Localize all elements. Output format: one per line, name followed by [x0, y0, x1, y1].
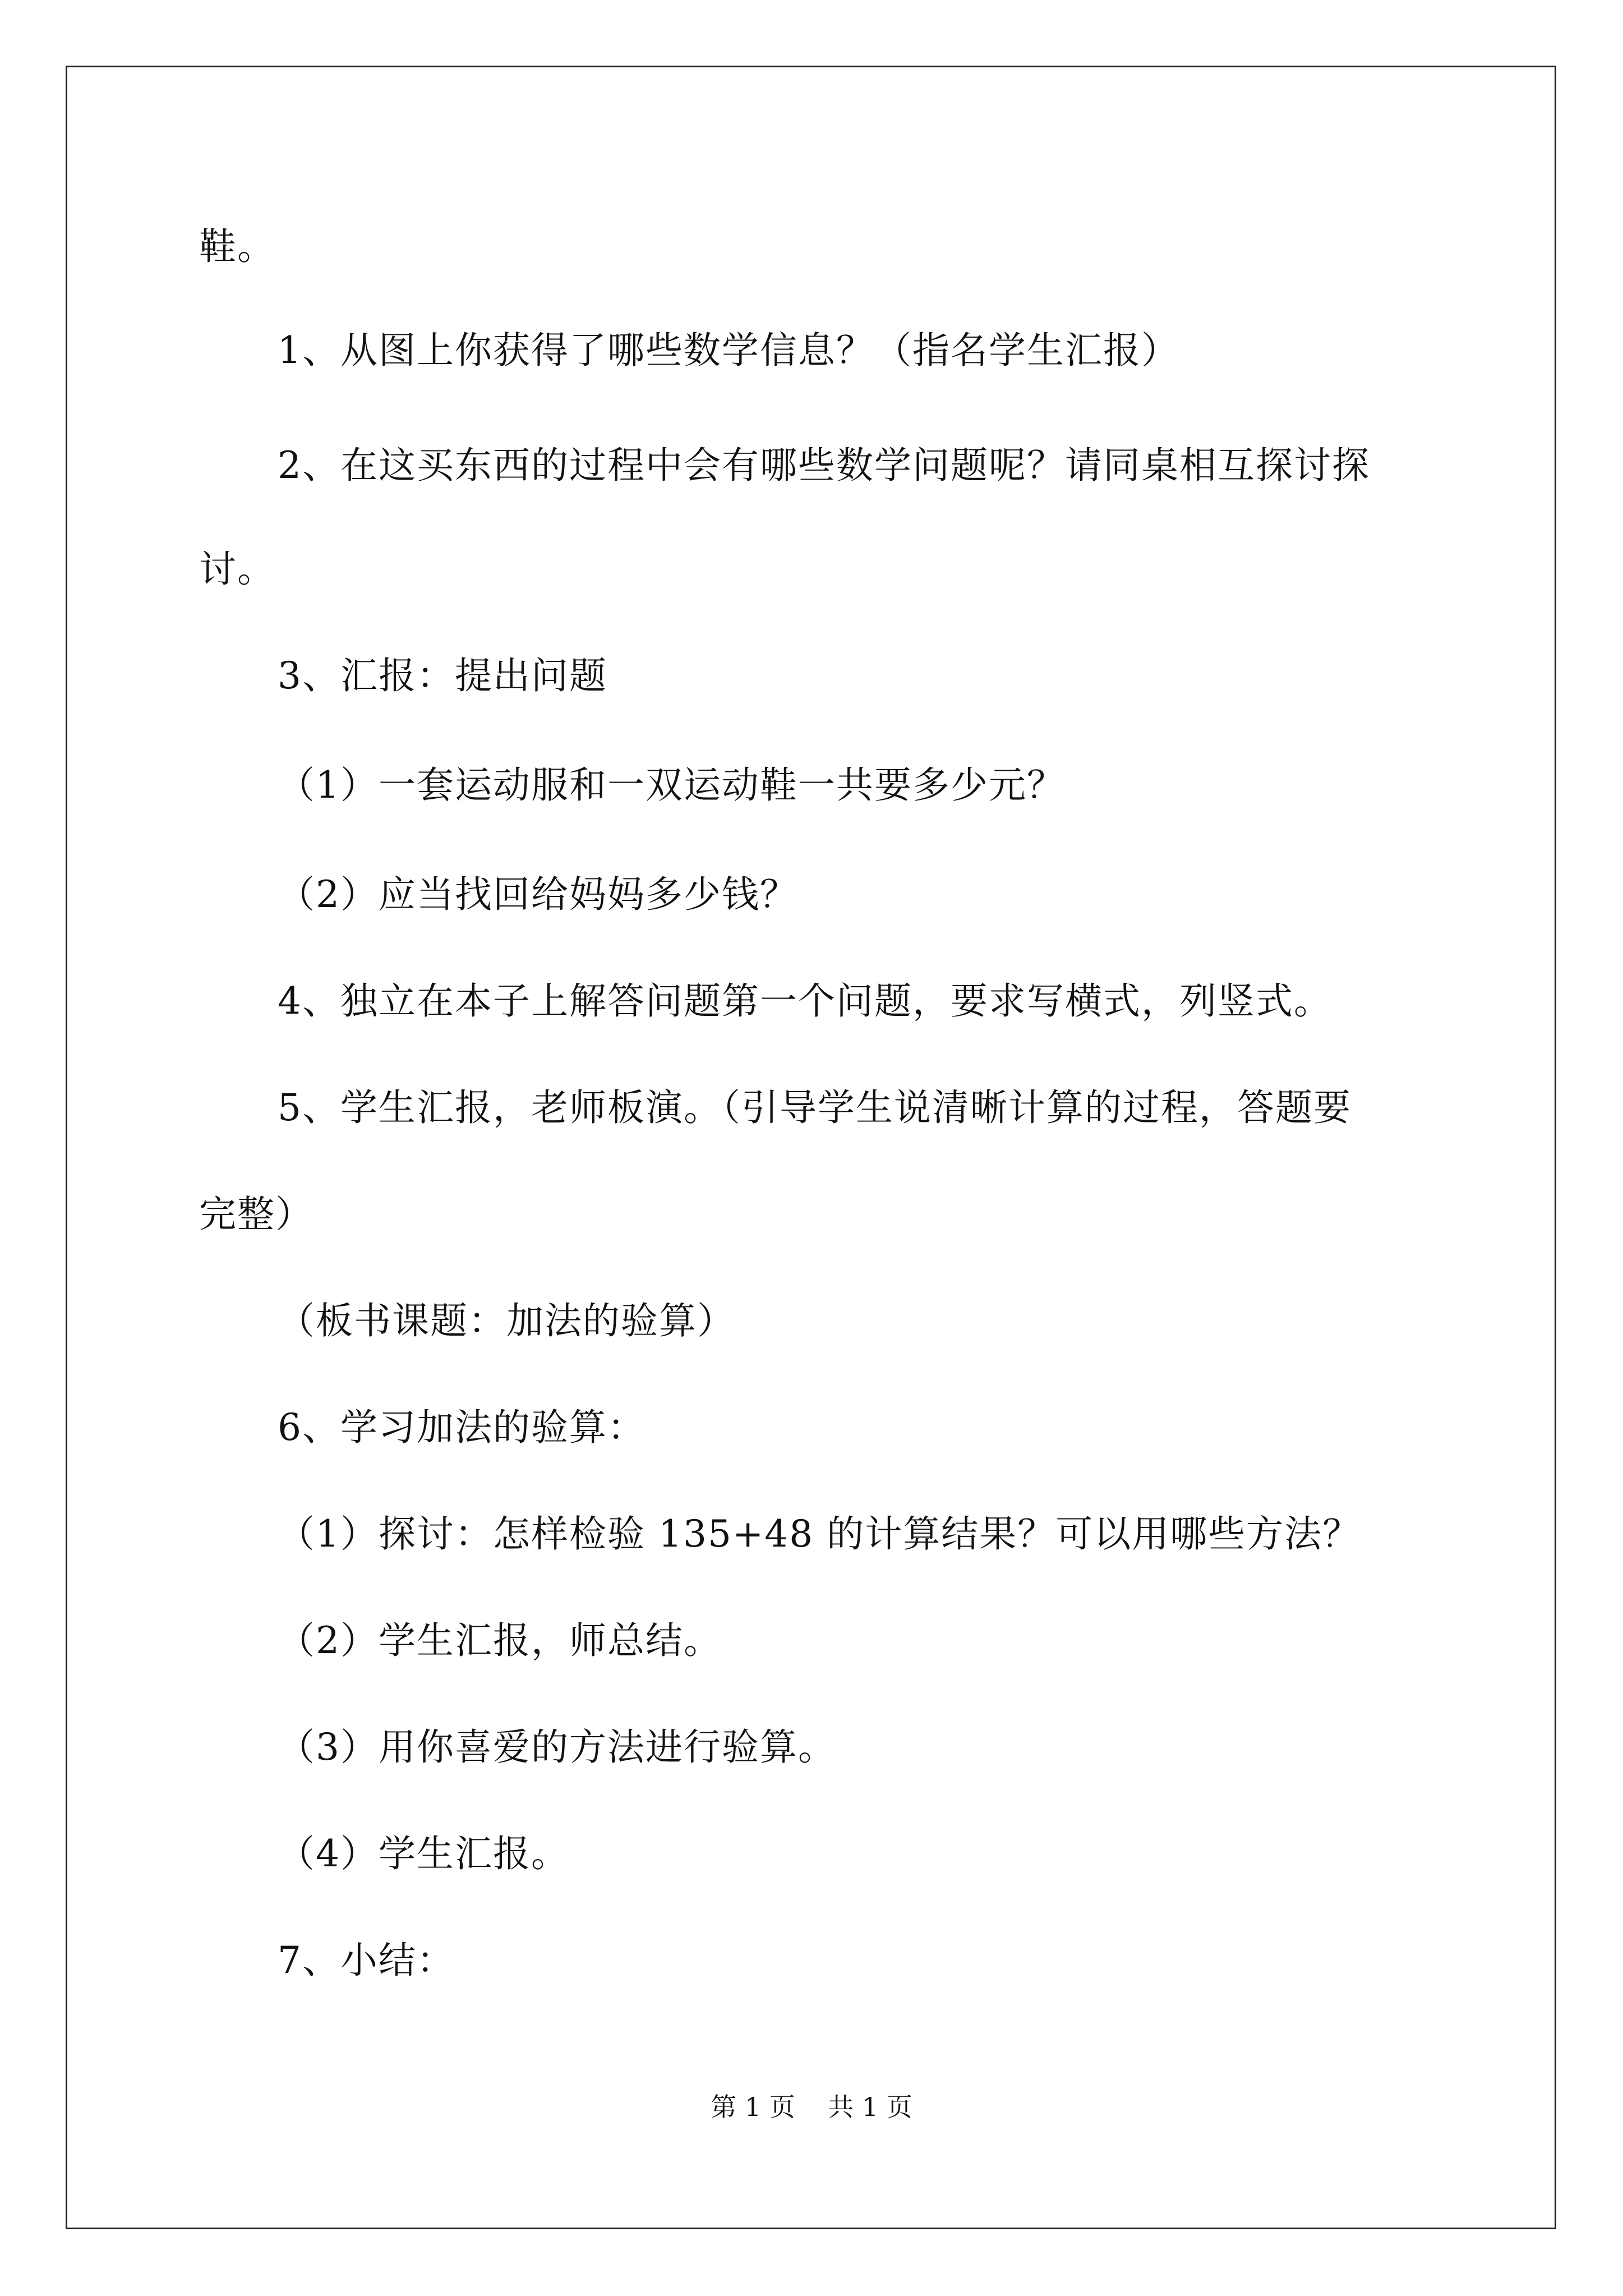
paragraph-line: 完整） — [199, 1193, 313, 1236]
paragraph-line: （2）应当找回给妈妈多少钱？ — [278, 873, 798, 916]
paragraph-line: 6、学习加法的验算： — [278, 1406, 645, 1449]
paragraph-line: 1、从图上你获得了哪些数学信息？（指名学生汇报） — [278, 329, 1179, 372]
paragraph-line: 讨。 — [199, 547, 275, 591]
paragraph-line: 2、在这买东西的过程中会有哪些数学问题呢？请同桌相互探讨探 — [278, 444, 1370, 487]
paragraph-line: （3）用你喜爱的方法进行验算。 — [278, 1726, 836, 1769]
paragraph-line: （1）探讨：怎样检验 135+48 的计算结果？可以用哪些方法？ — [278, 1512, 1361, 1556]
paragraph-line: （板书课题：加法的验算） — [278, 1299, 735, 1342]
paragraph-line: 鞋。 — [199, 225, 275, 268]
paragraph-line: 3、汇报：提出问题 — [278, 654, 607, 697]
paragraph-line: 4、独立在本子上解答问题第一个问题，要求写横式，列竖式。 — [278, 979, 1332, 1023]
paragraph-line: 5、学生汇报，老师板演。（引导学生说清晰计算的过程，答题要 — [278, 1086, 1352, 1129]
page-border — [66, 66, 1556, 2229]
page-number-footer: 第 1 页 共 1 页 — [711, 2092, 912, 2122]
paragraph-line: 7、小结： — [278, 1939, 455, 1982]
paragraph-line: （2）学生汇报，师总结。 — [278, 1619, 722, 1662]
paragraph-line: （1）一套运动服和一双运动鞋一共要多少元？ — [278, 763, 1065, 807]
paragraph-line: （4）学生汇报。 — [278, 1832, 569, 1875]
